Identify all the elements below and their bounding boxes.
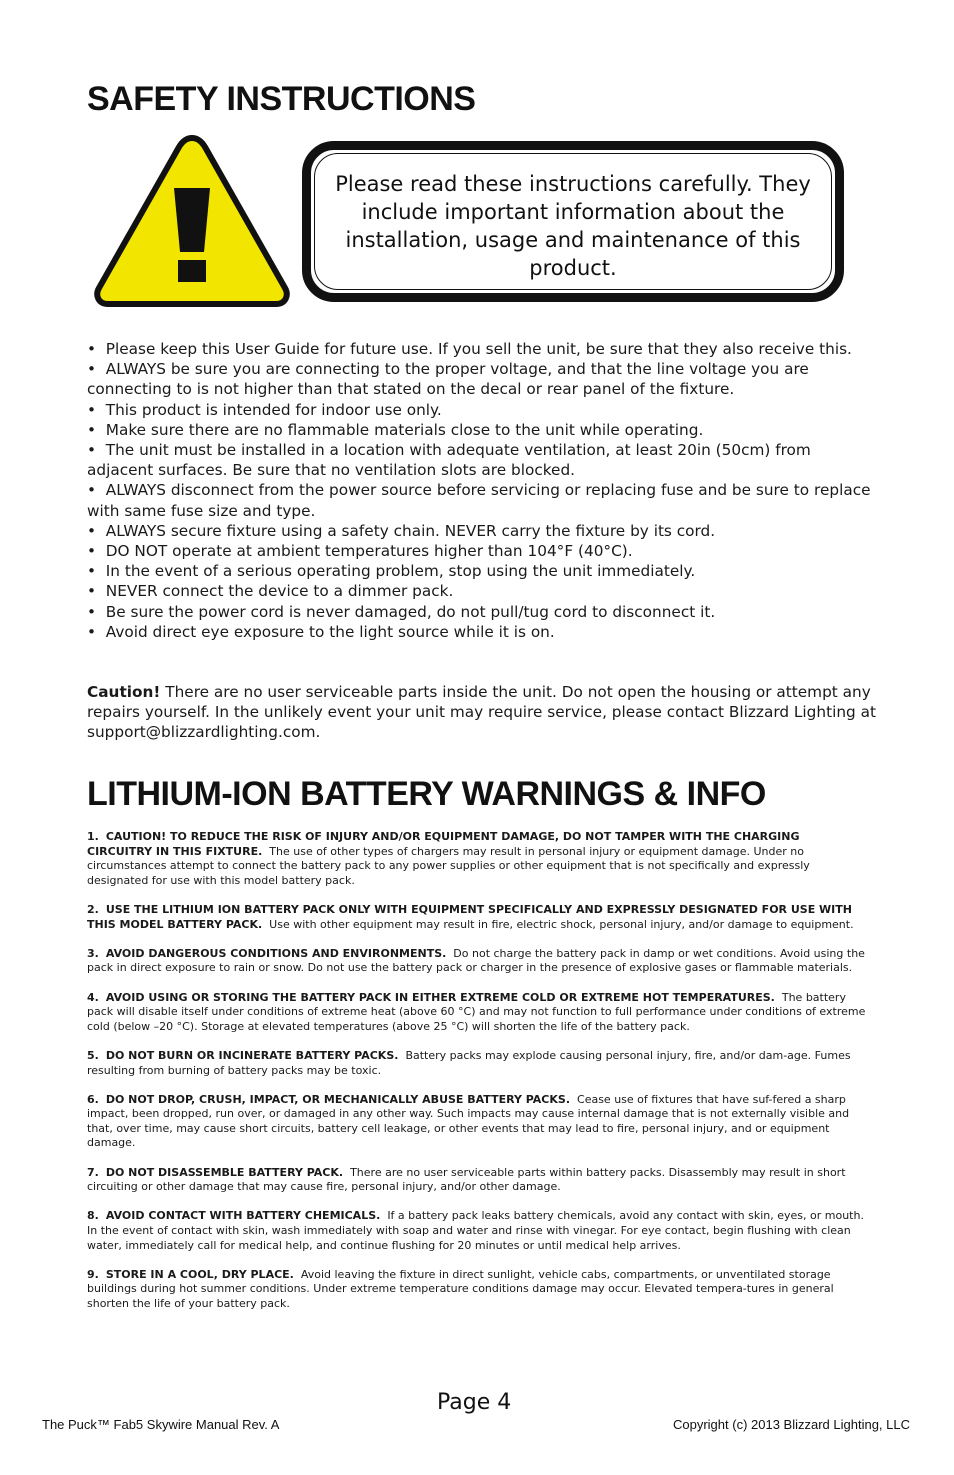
safety-bullet: • Please keep this User Guide for future use. If you sell the unit, be sure that they also receive this. [87, 339, 877, 359]
battery-warning-item [87, 1268, 867, 1312]
item-heading: DO NOT DISASSEMBLE BATTERY PACK. [105, 1165, 344, 1179]
item-heading: USE THE LITHIUM ION BATTERY PACK ONLY WITH EQUIPMENT SPECIFICALLY AND EXPRESSLY DESIGNATED FOR USE WITH THIS MODEL BATTERY PACK. [87, 902, 852, 931]
item-body: Battery packs may explode causing personal injury, fire, and/or dam-age. Fumes resulting from burning of battery packs may be toxic. [87, 1048, 851, 1077]
battery-warning-item [87, 991, 867, 1035]
item-body: There are no user serviceable parts within battery packs. Disassembly may result in short circuiting or other damage that may cause fire, personal injury, and/or other damage. [87, 1165, 846, 1194]
caution-paragraph [87, 682, 877, 743]
item-heading: DO NOT DROP, CRUSH, IMPACT, OR MECHANICALLY ABUSE BATTERY PACKS. [105, 1092, 571, 1106]
safety-bullet: • This product is intended for indoor use only. [87, 400, 877, 420]
battery-warning-list [87, 830, 867, 1326]
item-body: Cease use of fixtures that have suf-fered a sharp impact, been dropped, run over, or damaged in any other way. Such impacts may cause internal damage that is not externally visible and that, over time, may cause short circuits, battery cell leakage, or other events that may lead to fire, personal injury, and or equipment damage. [87, 1092, 850, 1150]
safety-bullet: • ALWAYS disconnect from the power source before servicing or replacing fuse and be sure to replace with same fuse size and type. [87, 480, 877, 520]
item-body: If a battery pack leaks battery chemicals, avoid any contact with skin, eyes, or mouth. In the event of contact with skin, wash immediately with soap and water and rinse with vinegar. For eye contact, begin flushing with clean water, immediately call for medical help, and continue flushing for 20 minutes or until medical help arrives. [87, 1209, 864, 1252]
item-heading: AVOID DANGEROUS CONDITIONS AND ENVIRONMENTS. [105, 946, 447, 960]
battery-warnings-title: LITHIUM-ION BATTERY WARNINGS & INFO [87, 775, 766, 813]
battery-warning-item [87, 947, 867, 976]
safety-bullet: • Make sure there are no flammable materials close to the unit while operating. [87, 420, 877, 440]
safety-bullet: • In the event of a serious operating problem, stop using the unit immediately. [87, 561, 877, 581]
item-body: Use with other equipment may result in fire, electric shock, personal injury, and/or damage to equipment. [269, 917, 854, 931]
item-heading: DO NOT BURN OR INCINERATE BATTERY PACKS. [105, 1048, 399, 1062]
caution-label: Caution! [87, 683, 161, 701]
safety-bullet: • The unit must be installed in a location with adequate ventilation, at least 20in (50cm) from adjacent surfaces. Be sure that no ventilation slots are blocked. [87, 440, 877, 480]
safety-bullet: • ALWAYS secure fixture using a safety chain. NEVER carry the fixture by its cord. [87, 521, 877, 541]
item-number: 3. [87, 946, 99, 960]
item-heading: AVOID CONTACT WITH BATTERY CHEMICALS. [105, 1209, 381, 1223]
item-heading: CAUTION! TO REDUCE THE RISK OF INJURY AND/OR EQUIPMENT DAMAGE, DO NOT TAMPER WITH THE CHARGING CIRCUITRY IN THIS FIXTURE. [87, 830, 800, 858]
footer-manual-title: The Puck™ Fab5 Skywire Manual Rev. A [42, 1417, 280, 1432]
item-number: 1. [87, 830, 99, 843]
page-number: Page 4 [437, 1390, 512, 1415]
safety-instructions-title: SAFETY INSTRUCTIONS [87, 80, 476, 118]
item-body: Avoid leaving the fixture in direct sunlight, vehicle cabs, compartments, or unventilated storage buildings during hot summer conditions. Under extreme temperature conditions damage may occur. Elevated tempera-tures in general shorten the life of your battery pack. [87, 1267, 834, 1310]
exclamation-triangle-icon [92, 130, 292, 310]
safety-bullet: • Be sure the power cord is never damaged, do not pull/tug cord to disconnect it. [87, 602, 877, 622]
battery-warning-item [87, 903, 867, 932]
item-number: 6. [87, 1092, 99, 1106]
safety-bullet: • ALWAYS be sure you are connecting to the proper voltage, and that the line voltage you are connecting to is not higher than that stated on the decal or rear panel of the fixture. [87, 359, 877, 399]
item-number: 4. [87, 990, 99, 1004]
item-body: The battery pack will disable itself under conditions of extreme heat (above 60 °C) and may not function to full performance under conditions of extreme cold (below –20 °C). Storage at elevated temperatures (above 25 °C) will shorten the life of the battery pack. [87, 990, 866, 1033]
footer-copyright: Copyright (c) 2013 Blizzard Lighting, LLC [672, 1417, 910, 1432]
safety-bullet-list [87, 339, 877, 642]
caution-text: There are no user serviceable parts inside the unit. Do not open the housing or attempt any repairs yourself. In the unlikely event your unit may require service, please contact Blizzard Lighting at support@blizzardlighting.com. [87, 683, 876, 742]
battery-warning-item [87, 1209, 867, 1253]
battery-warning-item [87, 1093, 867, 1151]
battery-warning-item [87, 1166, 867, 1195]
notice-box [302, 141, 844, 302]
battery-warning-item [87, 830, 867, 888]
item-number: 5. [87, 1048, 99, 1062]
safety-bullet: • DO NOT operate at ambient temperatures higher than 104°F (40°C). [87, 541, 877, 561]
item-body: Do not charge the battery pack in damp or wet conditions. Avoid using the pack in direct exposure to rain or snow. Do not use the battery pack or charger in the presence of explosive gases or flammable materials. [87, 946, 865, 975]
item-heading: AVOID USING OR STORING THE BATTERY PACK IN EITHER EXTREME COLD OR EXTREME HOT TEMPERATURES. [105, 990, 775, 1004]
item-number: 2. [87, 902, 99, 916]
item-number: 9. [87, 1267, 99, 1281]
item-number: 7. [87, 1165, 99, 1179]
safety-bullet: • Avoid direct eye exposure to the light source while it is on. [87, 622, 877, 642]
safety-bullet: • NEVER connect the device to a dimmer pack. [87, 581, 877, 601]
item-body: The use of other types of chargers may result in personal injury or equipment damage. Under no circumstances attempt to connect the battery pack to any power supplies or other equipment that is not specifically and expressly designated for use with this model battery pack. [87, 844, 810, 887]
item-heading: STORE IN A COOL, DRY PLACE. [105, 1267, 294, 1281]
item-number: 8. [87, 1209, 99, 1223]
notice-text: Please read these instructions carefully. They include important information about the installation, usage and maintenance of this product. [335, 172, 811, 280]
battery-warning-item [87, 1049, 867, 1078]
